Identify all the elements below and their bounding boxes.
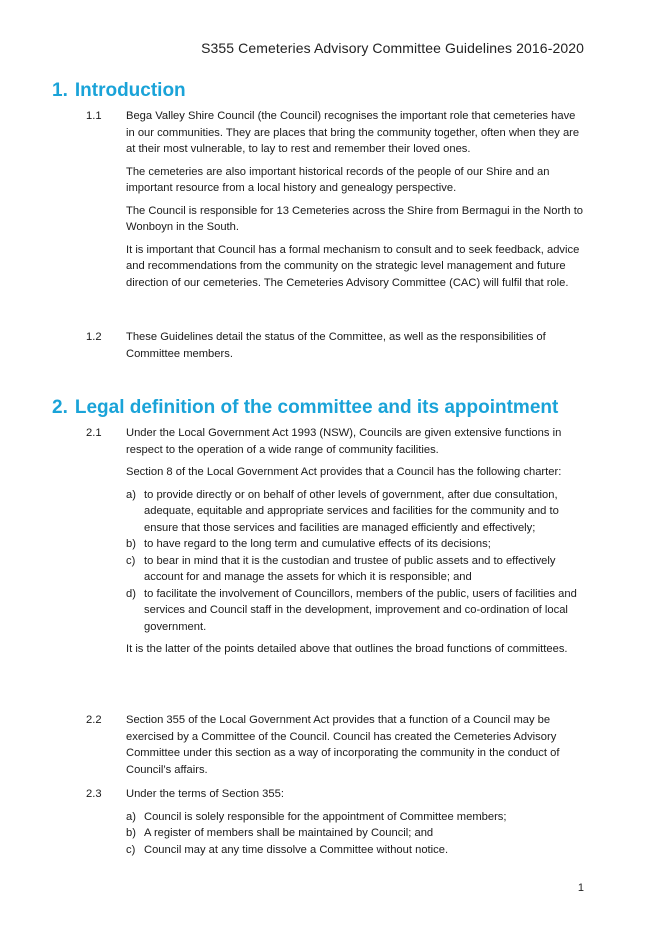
section-1-heading [52, 80, 186, 102]
clause-2-1 [86, 425, 586, 664]
section-355-list [126, 809, 586, 859]
paragraph: These Guidelines detail the status of the Committee, as well as the responsibilities of Committee members. [126, 331, 546, 360]
paragraph: Bega Valley Shire Council (the Council) recognises the important role that cemeteries have in our communities. They are places that bring the community together, often when they are at their most vulnerable, to lay to rest and remember their loved ones. [126, 110, 580, 155]
section-2-heading [52, 397, 558, 419]
clause-number: 1.2 [86, 331, 102, 343]
paragraph: The cemeteries are also important historical records of the people of our Shire and an important resource from a local history and genealogy perspective. [126, 165, 550, 194]
document-header: S355 Cemeteries Advisory Committee Guidelines 2016-2020 [201, 40, 584, 56]
list-label: c) [126, 843, 136, 856]
paragraph: Section 8 of the Local Government Act provides that a Council has the following charter: [126, 466, 562, 478]
paragraph: The Council is responsible for 13 Cemeteries across the Shire from Bermagui in the North to Wonboyn in the South. [126, 204, 584, 233]
list-item [126, 809, 586, 826]
paragraph: Section 355 of the Local Government Act provides that a function of a Council may be exercised by a Committee of the Council. Council has created the Cemeteries Advisory Committee under this section as a way of incorporating the community in the conduct of Council’s affairs. [126, 714, 560, 776]
clause-2-3 [86, 786, 586, 864]
clause-1-1 [86, 108, 586, 297]
section-number: 2. [52, 397, 68, 418]
list-text: to bear in mind that it is the custodian and trustee of public assets and to effectively account for and manage the assets for which it is responsible; and [144, 554, 556, 583]
list-label: a) [126, 810, 136, 823]
list-item [126, 536, 586, 553]
list-label: c) [126, 554, 136, 567]
list-label: a) [126, 488, 136, 501]
list-text: to facilitate the involvement of Councillors, members of the public, users of facilities and services and Council staff in the development, improvement and co-ordination of local government. [144, 587, 577, 633]
list-label: b) [126, 827, 136, 839]
clause-number: 2.3 [86, 788, 102, 800]
list-label: d) [126, 587, 136, 600]
section-title-text: Legal definition of the committee and its appointment [74, 397, 559, 418]
list-text: Council may at any time dissolve a Committee without notice. [144, 843, 449, 856]
list-text: to have regard to the long term and cumulative effects of its decisions; [144, 538, 491, 550]
list-item [126, 842, 586, 859]
list-item [126, 586, 586, 636]
list-item [126, 553, 586, 586]
list-text: Council is solely responsible for the appointment of Committee members; [144, 810, 507, 823]
list-item [126, 825, 586, 842]
list-text: A register of members shall be maintained by Council; and [144, 827, 434, 839]
clause-1-2 [86, 329, 586, 368]
charter-list [126, 487, 586, 636]
list-label: b) [126, 538, 136, 550]
clause-2-2 [86, 712, 586, 784]
clause-number: 2.1 [86, 427, 102, 439]
list-item [126, 487, 586, 537]
paragraph: It is the latter of the points detailed above that outlines the broad functions of committees. [126, 643, 568, 655]
page-number: 1 [577, 882, 584, 894]
section-number: 1. [52, 80, 68, 101]
paragraph: Under the Local Government Act 1993 (NSW), Councils are given extensive functions in respect to the operation of a wide range of community facilities. [126, 427, 562, 456]
list-text: to provide directly or on behalf of other levels of government, after due consultation, adequate, equitable and appropriate services and facilities for the community and to ensure that those services and facilities are managed efficiently and effectively; [144, 488, 559, 534]
paragraph: Under the terms of Section 355: [126, 788, 284, 800]
clause-number: 1.1 [86, 110, 102, 122]
section-title-text: Introduction [74, 80, 186, 101]
paragraph: It is important that Council has a formal mechanism to consult and to seek feedback, advice and recommendations from the community on the strategic level management and future direction of our cemeteries. The Cemeteries Advisory Committee (CAC) will fulfil that role. [126, 243, 580, 289]
clause-number: 2.2 [86, 714, 102, 726]
